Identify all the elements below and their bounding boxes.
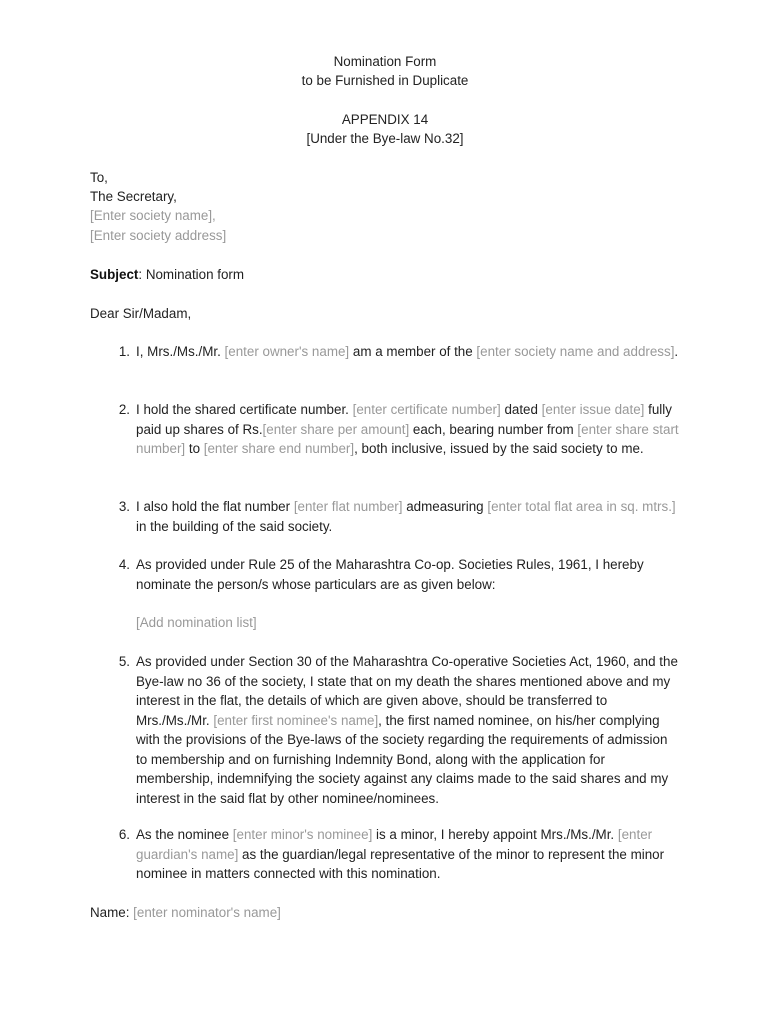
subject-text: : Nomination form [138,267,245,282]
minor-nominee-placeholder: [enter minor's nominee] [232,827,373,842]
form-title: Nomination Form [333,54,437,69]
first-nominee-name-placeholder: [enter first nominee's name] [213,712,379,728]
item-text-part: is a minor, I hereby appoint Mrs./Ms./Mr. [372,827,618,842]
item-text [136,342,680,362]
subject-line [90,265,244,285]
item-text-part: fully paid up shares of Rs. [136,402,672,437]
item-text-part: admeasuring [402,499,488,514]
subject-label: Subject [90,267,139,282]
item-text-part: . [674,344,679,359]
item-number: 2. [118,402,130,417]
item-text [136,652,680,808]
certificate-number-placeholder: [enter certificate number] [352,402,501,417]
item-text-part: to [185,441,204,456]
item-number: 4. [118,557,130,572]
form-subtitle: to be Furnished in Duplicate [301,73,469,88]
bylaw-reference: [Under the Bye-law No.32] [306,131,464,146]
guardian-name-placeholder: [enter guardian's name] [136,827,653,862]
society-name-address-placeholder: [enter society name and address] [476,344,675,359]
share-amount-placeholder: [enter share per amount] [262,421,410,437]
item-text-part: As the nominee [136,827,233,842]
nominator-name-placeholder: [enter nominator's name] [133,905,281,920]
item-text-part: as the guardian/legal representative of the minor to represent the minor nominee in matters connected with this nomination. [136,846,665,881]
share-start-number-placeholder: [enter share start number] [136,421,679,456]
item-number: 5. [118,654,130,669]
flat-number-placeholder: [enter flat number] [293,499,403,514]
item-text-part: in the building of the said society. [136,518,333,534]
item-text-part: each, bearing number from [409,421,578,437]
item-text-part: , the first named nominee, on his/her complying with the provisions of the Bye-laws of the society regarding the requirements of admission to membership and on furnishing Indemnity Bond, along with the application for membership, indemnifying the society against any claims made to the said shares and my interest in the said flat by other nominee/nominees. [136,712,669,806]
appendix-heading: APPENDIX 14 [341,112,429,127]
item-text-part: As provided under Section 30 of the Maharashtra Co-operative Societies Act, 1960, and the Bye-law no 36 of the society, I state that on my death the shares mentioned above and my interest in the flat, the details of which are given above, should be transferred to Mrs./Ms./Mr. [136,654,678,728]
salutation: Dear Sir/Madam, [90,306,192,321]
item-text [136,825,680,884]
item-text-part: dated [500,402,542,417]
item-text-part: I, Mrs./Ms./Mr. [136,344,225,359]
item-text-part: am a member of the [349,344,477,359]
address-secretary: The Secretary, [90,189,177,204]
item-text-part: As provided under Rule 25 of the Maharashtra Co-op. Societies Rules, 1961, I hereby nominate the person/s whose particulars are as given below: [136,557,644,592]
item-text-part: I also hold the flat number [136,499,294,514]
nomination-list-placeholder: [Add nomination list] [136,615,257,630]
item-text [136,497,680,536]
owner-name-placeholder: [enter owner's name] [224,344,350,359]
issue-date-placeholder: [enter issue date] [541,402,645,417]
item-text [136,400,680,459]
society-address-placeholder: [Enter society address] [90,228,227,243]
flat-area-placeholder: [enter total flat area in sq. mtrs.] [487,499,676,514]
share-end-number-placeholder: [enter share end number] [203,441,355,456]
item-number: 3. [118,499,130,514]
item-text [136,555,680,594]
item-number: 1. [118,344,130,359]
item-text-part: I hold the shared certificate number. [136,402,353,417]
item-text-part: , both inclusive, issued by the said society to me. [354,441,644,456]
name-label: Name: [90,905,134,920]
society-name-placeholder: [Enter society name], [90,208,216,223]
signature-line [90,903,281,923]
item-number: 6. [118,827,130,842]
address-to: To, [90,170,108,185]
